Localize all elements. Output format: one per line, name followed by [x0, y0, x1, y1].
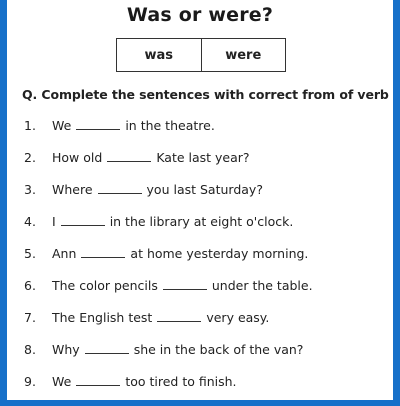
sentence-start: The color pencils: [52, 278, 158, 293]
answer-blank[interactable]: [76, 118, 120, 130]
sentence-start: Ann: [52, 246, 77, 261]
answer-blank[interactable]: [163, 278, 207, 290]
sentence-end: she in the back of the van?: [133, 342, 304, 357]
sentence-start: Where: [52, 182, 93, 197]
sentence-end: at home yesterday morning.: [130, 246, 309, 261]
sentence-start: I: [52, 214, 56, 229]
sentence-start: Why: [52, 342, 80, 357]
answer-blank[interactable]: [157, 310, 201, 322]
answer-blank[interactable]: [61, 214, 105, 226]
sentence-item: [24, 374, 313, 406]
answer-blank[interactable]: [85, 342, 129, 354]
sentence-item: [24, 310, 313, 342]
sentence-item: [24, 118, 313, 150]
question-instruction: Q. Complete the sentences with correct from of verb: [22, 87, 389, 102]
sentence-item: [24, 278, 313, 310]
sentence-end: too tired to finish.: [125, 374, 237, 389]
sentence-end: under the table.: [211, 278, 313, 293]
worksheet-title: Was or were?: [126, 4, 274, 26]
sentence-item: [24, 214, 313, 246]
answer-blank[interactable]: [107, 150, 151, 162]
sentence-list: [24, 118, 313, 406]
answer-blank[interactable]: [81, 246, 125, 258]
sentence-item: [24, 150, 313, 182]
sentence-end: Kate last year?: [156, 150, 250, 165]
word-box: [116, 38, 286, 72]
sentence-start: We: [52, 118, 72, 133]
sentence-start: The English test: [52, 310, 153, 325]
word-box-were: were: [201, 39, 286, 71]
worksheet-page: [7, 0, 393, 400]
item-number: 6.: [24, 278, 36, 293]
sentence-start: We: [52, 374, 72, 389]
item-number: 3.: [24, 182, 36, 197]
word-box-was: was: [144, 47, 174, 63]
item-number: 4.: [24, 214, 36, 229]
item-number: 2.: [24, 150, 36, 165]
sentence-end: in the theatre.: [125, 118, 215, 133]
sentence-end: you last Saturday?: [146, 182, 263, 197]
sentence-item: [24, 342, 313, 374]
item-number: 5.: [24, 246, 36, 261]
item-number: 7.: [24, 310, 36, 325]
sentence-end: in the library at eight o'clock.: [109, 214, 294, 229]
item-number: 9.: [24, 374, 36, 389]
item-number: 8.: [24, 342, 36, 357]
sentence-item: [24, 246, 313, 278]
answer-blank[interactable]: [98, 182, 142, 194]
answer-blank[interactable]: [76, 374, 120, 386]
sentence-start: How old: [52, 150, 103, 165]
item-number: 1.: [24, 118, 36, 133]
sentence-item: [24, 182, 313, 214]
sentence-end: very easy.: [206, 310, 270, 325]
